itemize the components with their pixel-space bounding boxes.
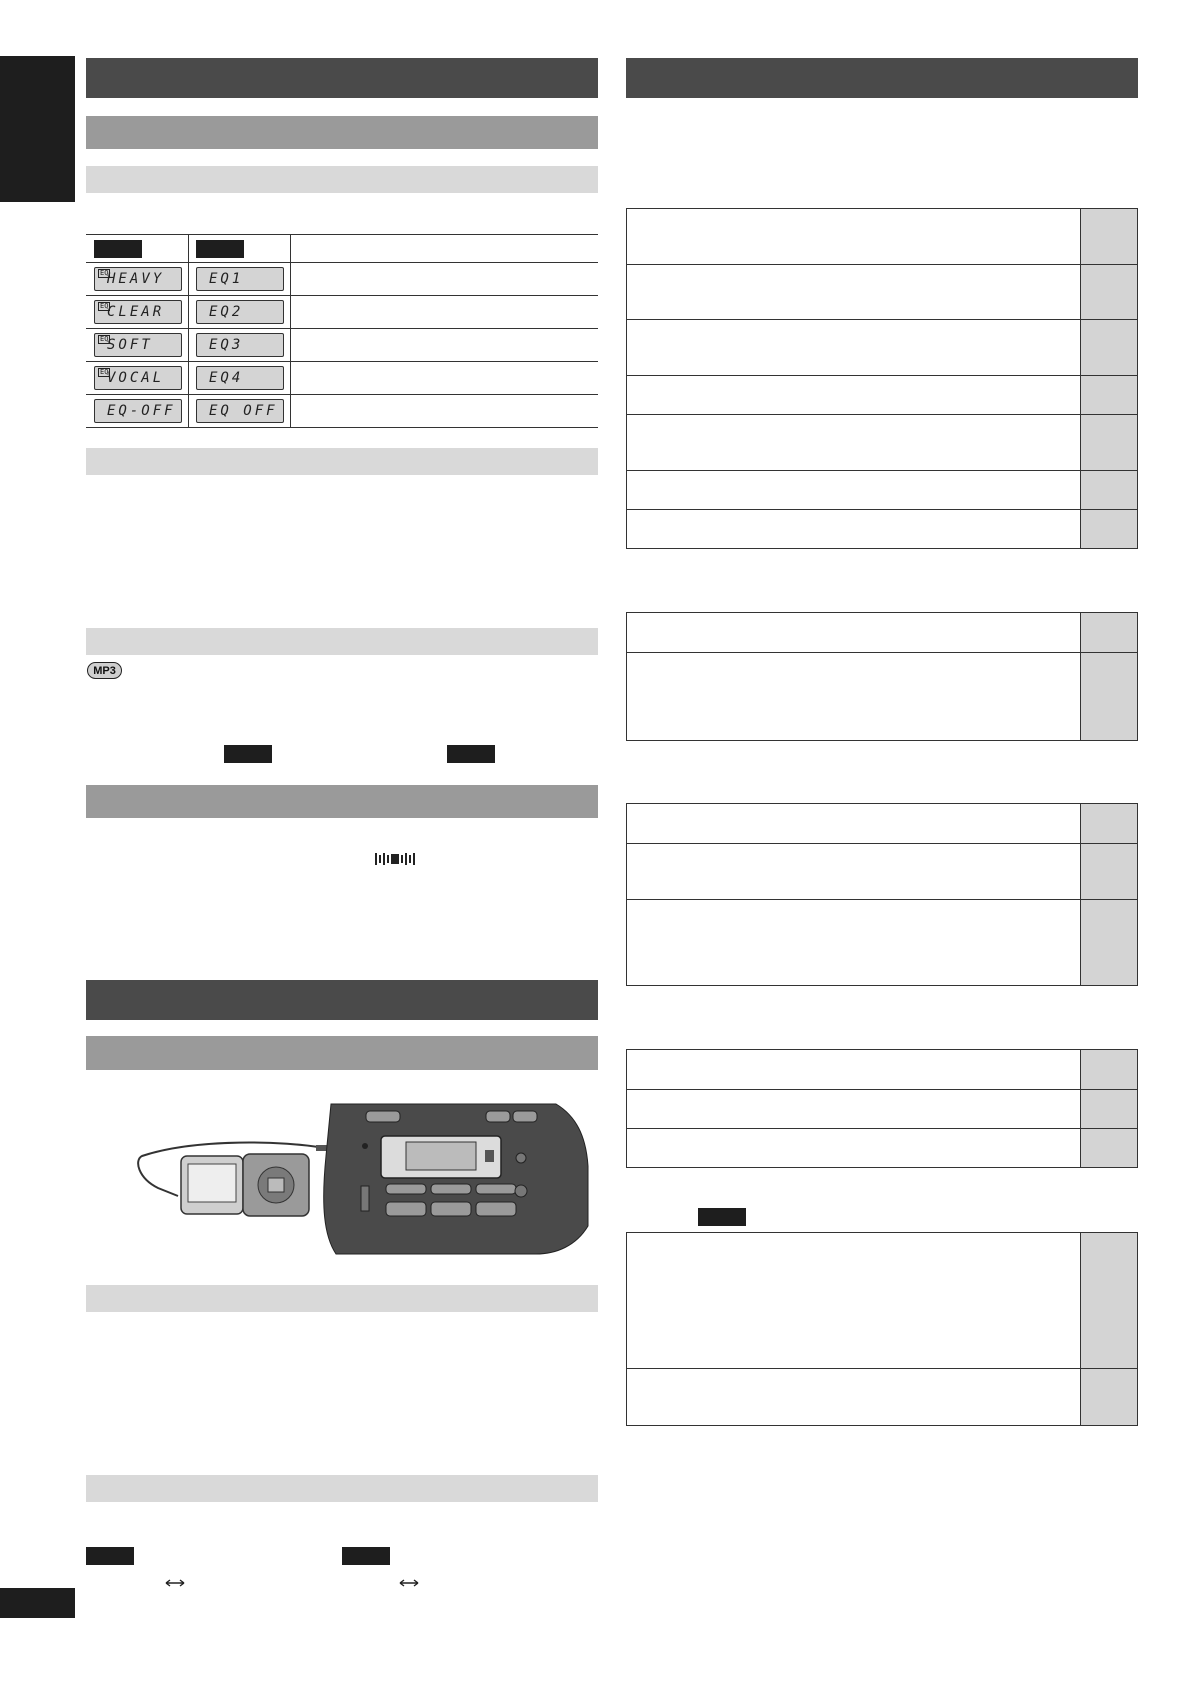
page-ref-column [1080,209,1137,548]
lcd-display: EQ OFF [196,399,284,423]
model-tag [698,1208,746,1226]
device-illustration [136,1096,596,1256]
lcd-display: EQ1 [196,267,284,291]
page-ref-column [1080,613,1137,740]
section-header-sound-quality [86,58,598,98]
troubleshooting-table-1 [626,208,1138,549]
lcd-display: EQ2 [196,300,284,324]
subheading-5 [86,1475,598,1502]
mp3-badge: MP3 [87,662,122,679]
eq-table [86,234,598,428]
lcd-display: EQ CLEAR [94,300,182,324]
section-header-music-port [86,980,598,1020]
double-arrow-icon [165,1575,185,1593]
subheading-3 [86,628,598,655]
section-header-troubleshooting [626,58,1138,98]
model-tag [342,1547,390,1565]
model-tag [94,240,142,258]
model-tag [196,240,244,258]
subsection-header-preset-eq [86,116,598,149]
lcd-display: EQ VOCAL [94,366,182,390]
side-tab-bottom [0,1588,75,1618]
eq-indicator-icon: EQ [100,302,109,310]
subheading-4 [86,1285,598,1312]
surround-icon [375,852,415,866]
side-tab-top [0,56,75,202]
eq-indicator-icon: EQ [100,368,109,376]
model-tag [86,1547,134,1565]
page-ref-column [1080,1233,1137,1425]
lcd-display: EQ HEAVY [94,267,182,291]
subsection-header-surround [86,785,598,818]
subheading-eq [86,166,598,193]
eq-indicator-icon: EQ [100,269,109,277]
subsection-header-connection [86,1036,598,1070]
troubleshooting-table-5 [626,1232,1138,1426]
lcd-display: EQ SOFT [94,333,182,357]
troubleshooting-table-4 [626,1049,1138,1168]
double-arrow-icon [399,1575,419,1593]
lcd-display: EQ4 [196,366,284,390]
model-tag [224,745,272,763]
troubleshooting-table-3 [626,803,1138,986]
subheading-2 [86,448,598,475]
troubleshooting-table-2 [626,612,1138,741]
lcd-display: EQ-OFF [94,399,182,423]
model-tag [447,745,495,763]
lcd-display: EQ3 [196,333,284,357]
page-ref-column [1080,804,1137,985]
eq-indicator-icon: EQ [100,335,109,343]
page-ref-column [1080,1050,1137,1167]
